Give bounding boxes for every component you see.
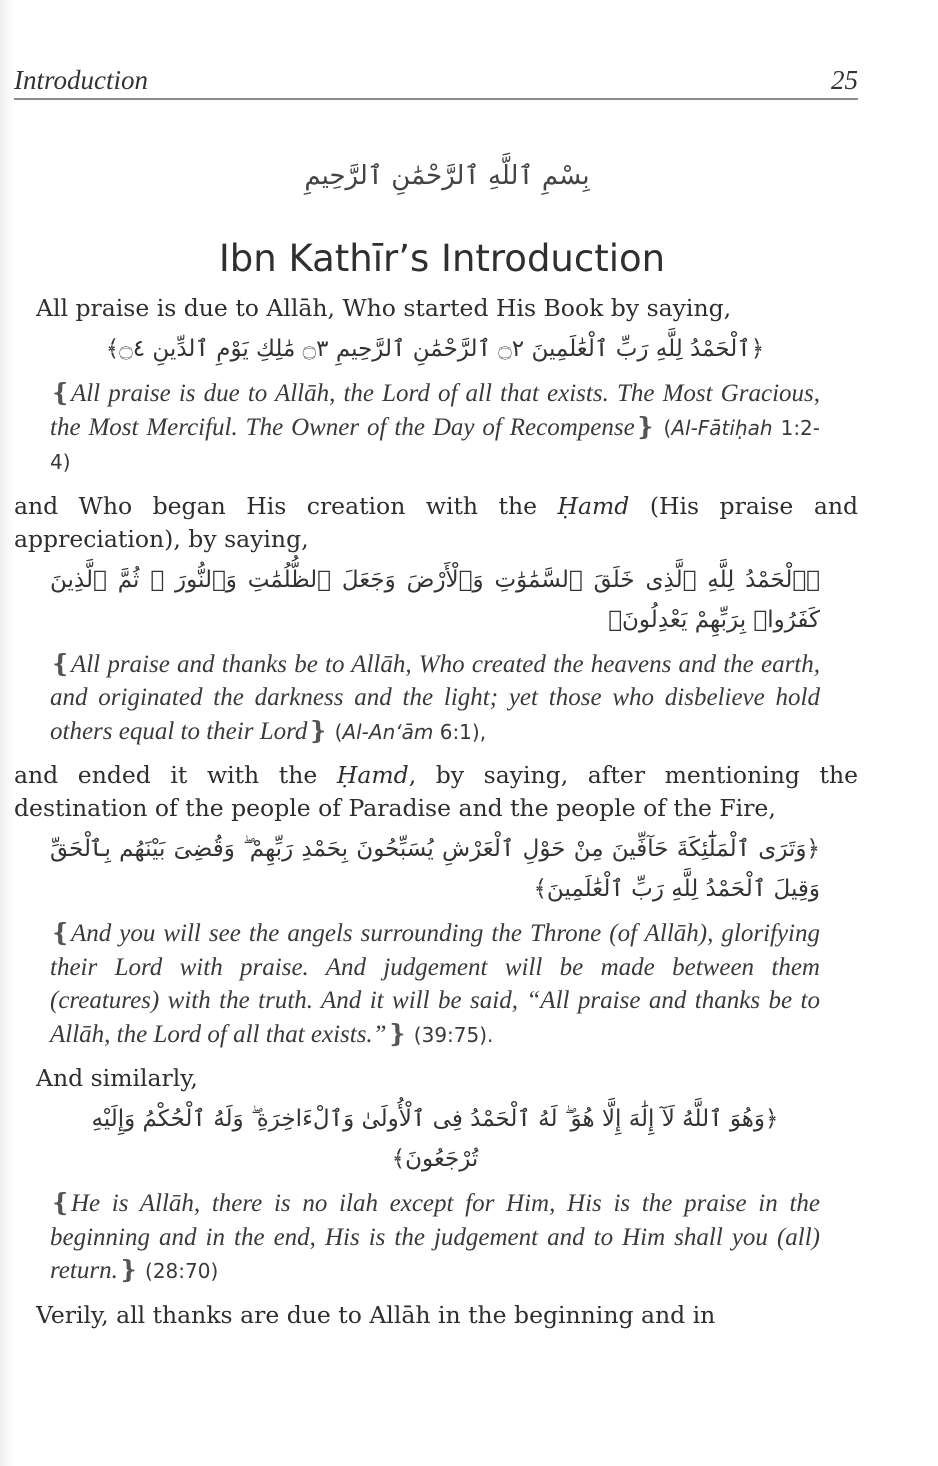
chapter-title: Ibn Kathīr’s Introduction	[218, 237, 666, 280]
translation-text: All praise is due to Allāh, the Lord of all that exists. The Most Gracious, the Most Merciful. The Owner of the Day of Recompense	[50, 380, 820, 441]
body-paragraph-1	[36, 292, 858, 325]
paragraph-text: All praise is due to Allāh, Who started His Book by saying,	[36, 294, 732, 322]
translation-anam	[50, 648, 820, 750]
translation-text: He is Allāh, there is no ilah except for Him, His is the praise in the beginning and in the end, His is the judgement and to Him shall you (all) return.	[50, 1190, 820, 1284]
surah-name: Al-An‘ām	[342, 719, 434, 744]
translation-text: All praise and thanks be to Allāh, Who created the heavens and the earth, and originated the darkness and the light; yet those who disbelieve hold others equal to their Lord	[50, 650, 820, 745]
page-number: 25	[831, 65, 858, 95]
arabic-verse-anam: ﴿ٱلْحَمْدُ لِلَّهِ ٱلَّذِى خَلَقَ ٱلسَّمَٰوَٰتِ وَٱلْأَرْضَ وَجَعَلَ ٱلظُّلُمَٰتِ وَٱلنُّورَ ۖ ثُمَّ ٱلَّذِينَ كَفَرُوا۟ بِرَبِّهِمْ يَعْدِلُونَ﴾	[50, 566, 820, 633]
verse-numbers: 6:1),	[439, 719, 487, 744]
arabic-verse-zumar: ﴿وَتَرَى ٱلْمَلَٰٓئِكَةَ حَآفِّينَ مِنْ حَوْلِ ٱلْعَرْشِ يُسَبِّحُونَ بِحَمْدِ رَبِّهِمْ ۖ وَقُضِىَ بَيْنَهُم بِٱلْحَقِّ وَقِيلَ ٱلْحَمْدُ لِلَّهِ رَبِّ ٱلْعَٰلَمِينَ﴾	[50, 836, 820, 902]
running-head-title: Introduction	[14, 65, 148, 95]
term-hamd: Ḥamd	[336, 761, 409, 789]
ornate-bracket-open-icon: ❴	[50, 1190, 71, 1217]
bismillah: بِسْمِ ٱللَّهِ ٱلرَّحْمَٰنِ ٱلرَّحِيمِ	[304, 161, 590, 191]
translation-text: And you will see the angels surrounding the Throne (of Allāh), glorifying their Lord with praise. And judgement will be made between them (creatures) with the truth. And it will be said, “All praise and thanks be to Allāh, the Lord of all that exists.”	[50, 920, 820, 1048]
verse-reference: (39:75).	[413, 1022, 494, 1047]
verse-numbers: 1:2-4	[50, 415, 820, 474]
ornate-bracket-open-icon: ❴	[50, 380, 71, 407]
arabic-verse-qasas: ﴿وَهُوَ ٱللَّهُ لَآ إِلَٰهَ إِلَّا هُوَ ۖ لَهُ ٱلْحَمْدُ فِى ٱلْأُولَىٰ وَٱلْءَاخِرَةِ ۖ وَلَهُ ٱلْحُكْمُ وَإِلَيْهِ تُرْجَعُونَ﴾	[91, 1106, 779, 1172]
verse-reference: (28:70)	[145, 1259, 219, 1283]
translation-zumar	[50, 917, 820, 1052]
body-paragraph-2: and Who began His creation with the Ḥamd (His praise and appreciation), by saying,	[14, 491, 859, 553]
ornate-bracket-open-icon: ❴	[50, 920, 71, 947]
body-paragraph-3: and ended it with the Ḥamd, by saying, after mentioning the destination of the people of Paradise and the people of the Fire,	[14, 761, 858, 822]
running-head	[14, 64, 858, 100]
verse-reference: (Al-An‘ām 6:1),	[334, 719, 487, 744]
body-paragraph-5: Verily, all thanks are due to Allāh in the beginning and in	[36, 1300, 716, 1329]
ornate-bracket-close-icon: ❵	[307, 717, 329, 745]
translation-qasas	[50, 1187, 820, 1289]
ornate-bracket-open-icon: ❴	[50, 650, 71, 678]
term-hamd: Ḥamd	[557, 491, 630, 520]
translation-fatihah	[50, 377, 820, 480]
ornate-bracket-close-icon: ❵	[386, 1020, 408, 1048]
body-paragraph-4: And similarly,	[36, 1064, 198, 1092]
surah-name: Al-Fātiḥah	[671, 415, 773, 440]
ornate-bracket-close-icon: ❵	[117, 1257, 139, 1284]
arabic-verse-fatihah: ﴿ٱلْحَمْدُ لِلَّهِ رَبِّ ٱلْعَٰلَمِينَ ۝٢ ٱلرَّحْمَٰنِ ٱلرَّحِيمِ ۝٣ مَٰلِكِ يَوْمِ ٱلدِّينِ ۝٤﴾	[105, 336, 765, 362]
ornate-bracket-close-icon: ❵	[634, 413, 656, 441]
verse-reference: (Al-Fātiḥah 1:2-4)	[50, 415, 820, 474]
